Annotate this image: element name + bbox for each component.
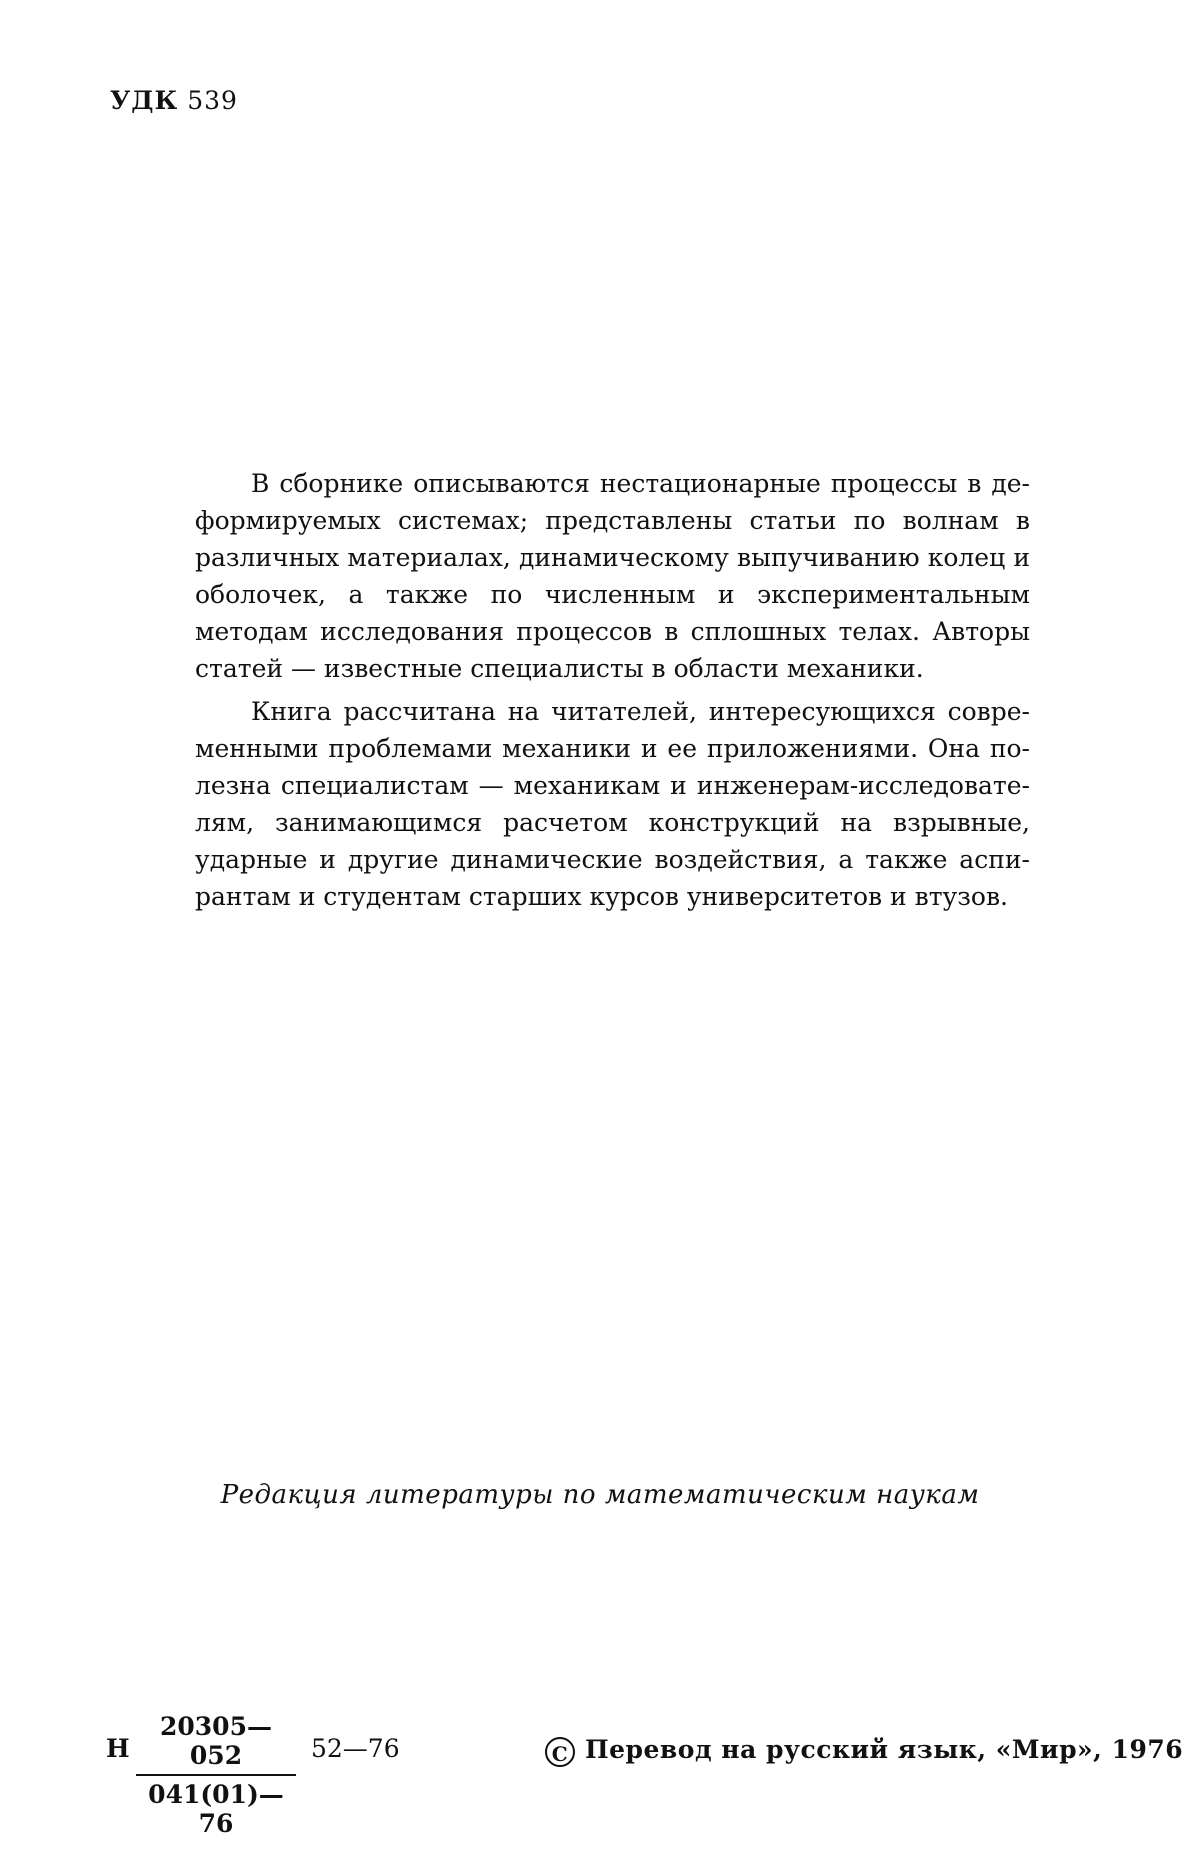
code-fraction [136, 1712, 296, 1838]
editorial-office: Редакция литературы по математическим наукам [220, 1480, 980, 1510]
copyright-icon: C [545, 1737, 575, 1767]
udk-label: УДК [110, 86, 179, 115]
annotation [195, 465, 1030, 915]
code-numerator: 20305—052 [136, 1712, 296, 1776]
udk-line [110, 86, 238, 115]
code-prefix: Н [106, 1734, 130, 1763]
annotation-paragraph: Книга рассчитана на читателей, интересующихся современными проблемами механики и ее приложениями. Она полезна специалистам — механикам и инженерам-исследователям, занимающимся расчетом конструкций на взрывные, ударные и другие динамические воздействия, а также аспирантам и студентам старших курсов университетов и втузов. [195, 697, 1030, 911]
copyright-line [545, 1735, 1183, 1767]
code-suffix: 52—76 [311, 1734, 400, 1763]
annotation-paragraph: В сборнике описываются нестационарные процессы в деформируемых системах; представлены статьи по волнам в различных материалах, динамическому выпучиванию колец и оболочек, а также по численным и экспериментальным методам исследования процессов в сплошных телах. Авторы статей — известные специалисты в области механики. [195, 469, 1030, 683]
publication-code [106, 1712, 426, 1838]
copyright-text: Перевод на русский язык, «Мир», 1976 [585, 1735, 1184, 1764]
udk-number: 539 [187, 86, 238, 115]
code-denominator: 041(01)—76 [148, 1780, 284, 1838]
